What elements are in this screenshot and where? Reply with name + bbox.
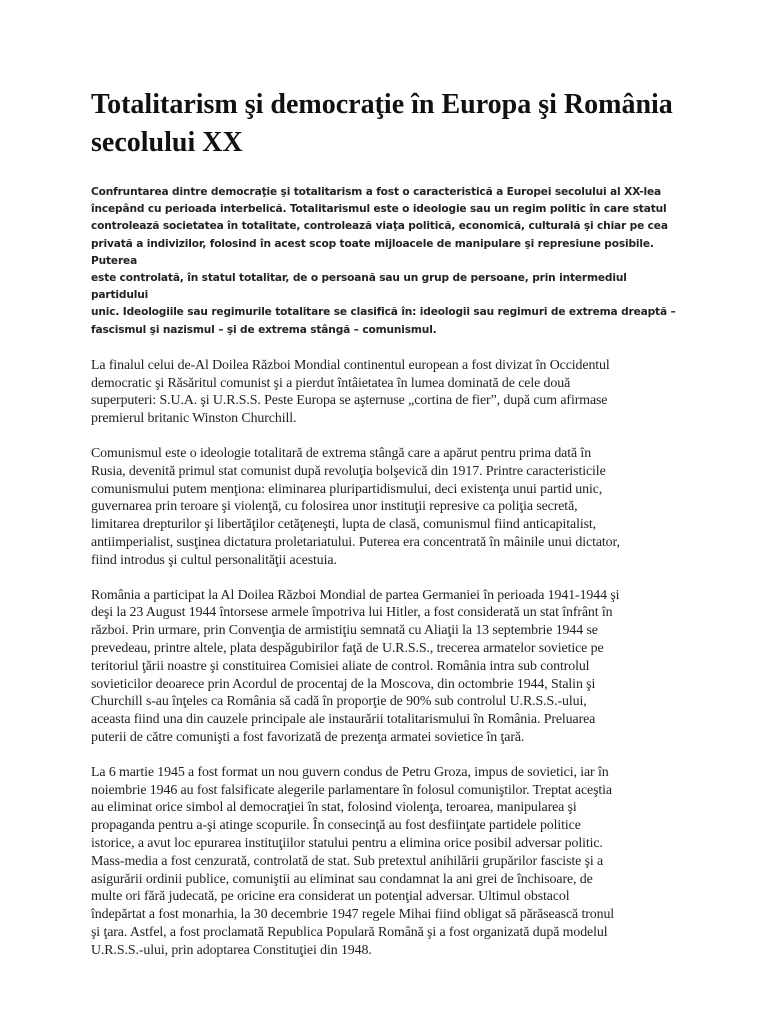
- paragraph-2: Comunismul este o ideologie totalitară de extrema stângă care a apărut pentru prima dată în Rusia, devenită primul stat comunist după revoluţia bolşevică din 1917. Printre caracteristicile comunismului putem menţiona: eliminarea pluripartidismului, deci existenţa unui partid unic, guvernarea prin teroare şi violenţă, cu folosirea unor instituţii represive ca poliţia secretă, limitarea drepturilor şi libertăţilor cetăţeneşti, lupta de clasă, comunismul fiind anticapitalist, antiimperialist, susţinea dictatura proletariatului. Puterea era concentrată în mâinile unui dictator, fiind introdus şi cultul personalităţii acestuia.: [91, 446, 620, 568]
- paragraph-3: România a participat la Al Doilea Război Mondial de partea Germaniei în perioada 1941-1944 şi deşi la 23 August 1944 întorsese armele împotriva lui Hitler, a fost considerată un stat înfrânt în război. Prin urmare, prin Convenţia de armistiţiu semnată cu Aliaţii la 13 septembrie 1944 se prevedeau, printre altele, plata despăgubirilor faţă de U.R.S.S., trecerea armatelor sovietice pe teritoriul ţării noastre şi constituirea Comisiei aliate de control. România intra sub controlul sovieticilor deoarece prin Acordul de procentaj de la Moscova, din octombrie 1944, Stalin şi Churchill s-au înţeles ca România să cadă în proporţie de 90% sub controlul U.R.S.S.-ului, aceasta fiind una din cauzele principale ale instaurării totalitarismului în România. Preluarea puterii de către comunişti a fost favorizată de prezenţa armatei sovietice în ţară.: [91, 587, 620, 745]
- document-intro: Confruntarea dintre democraţie şi totalitarism a fost o caracteristică a Europei secolului al XX-lea începând cu perioada interbelică. Totalitarismul este o ideologie sau un regim politic în care statul controlează societatea în totalitate, controlează viaţa politică, economică, culturală şi chiar pe cea privată a indivizilor, folosind în acest scop toate mijloacele de manipulare şi represiune posibile. Puterea este controlată, în statul totalitar, de o persoană sau un grup de persoane, prin intermediul partidului unic. Ideologiile sau regimurile totalitare se clasifică în: ideologii sau regimuri de extrema dreaptă – fascismul şi nazismul – şi de extrema stângă – comunismul.: [91, 186, 676, 336]
- paragraph-4: La 6 martie 1945 a fost format un nou guvern condus de Petru Groza, impus de sovietici, iar în noiembrie 1946 au fost falsificate alegerile parlamentare în folosul comuniştilor. Treptat aceştia au eliminat orice simbol al democraţiei în stat, folosind violenţa, teroarea, manipularea şi propaganda pentru a-şi atinge scopurile. În consecinţă au fost desfiinţate partidele politice istorice, a avut loc epurarea instituţiilor statului pentru a elimina orice posibil adversar politic. Mass-media a fost cenzurată, controlată de stat. Sub pretextul anihilării grupărilor fasciste şi a asigurării ordinii publice, comuniştii au eliminat sau condamnat la ani grei de închisoare, de multe ori fără judecată, pe oricine era considerat un potenţial adversar. Ultimul obstacol îndepărtat a fost monarhia, la 30 decembrie 1947 regele Mihai fiind obligat să părăsească tronul şi ţara. Astfel, a fost proclamată Republica Populară Română şi a fost organizată după modelul U.R.S.S.-ului, prin adoptarea Constituţiei din 1948.: [91, 764, 615, 958]
- paragraph-1: La finalul celui de-Al Doilea Război Mondial continentul european a fost divizat în Occidentul democratic şi Răsăritul comunist şi a pierdut întâietatea în lumea dominată de cele două superputeri: S.U.A. şi U.R.S.S. Peste Europa se aşternuse „cortina de fier”, după cum afirmase premierul britanic Winston Churchill.: [91, 357, 610, 427]
- document-title: Totalitarism şi democraţie în Europa şi România secolului XX: [91, 89, 673, 158]
